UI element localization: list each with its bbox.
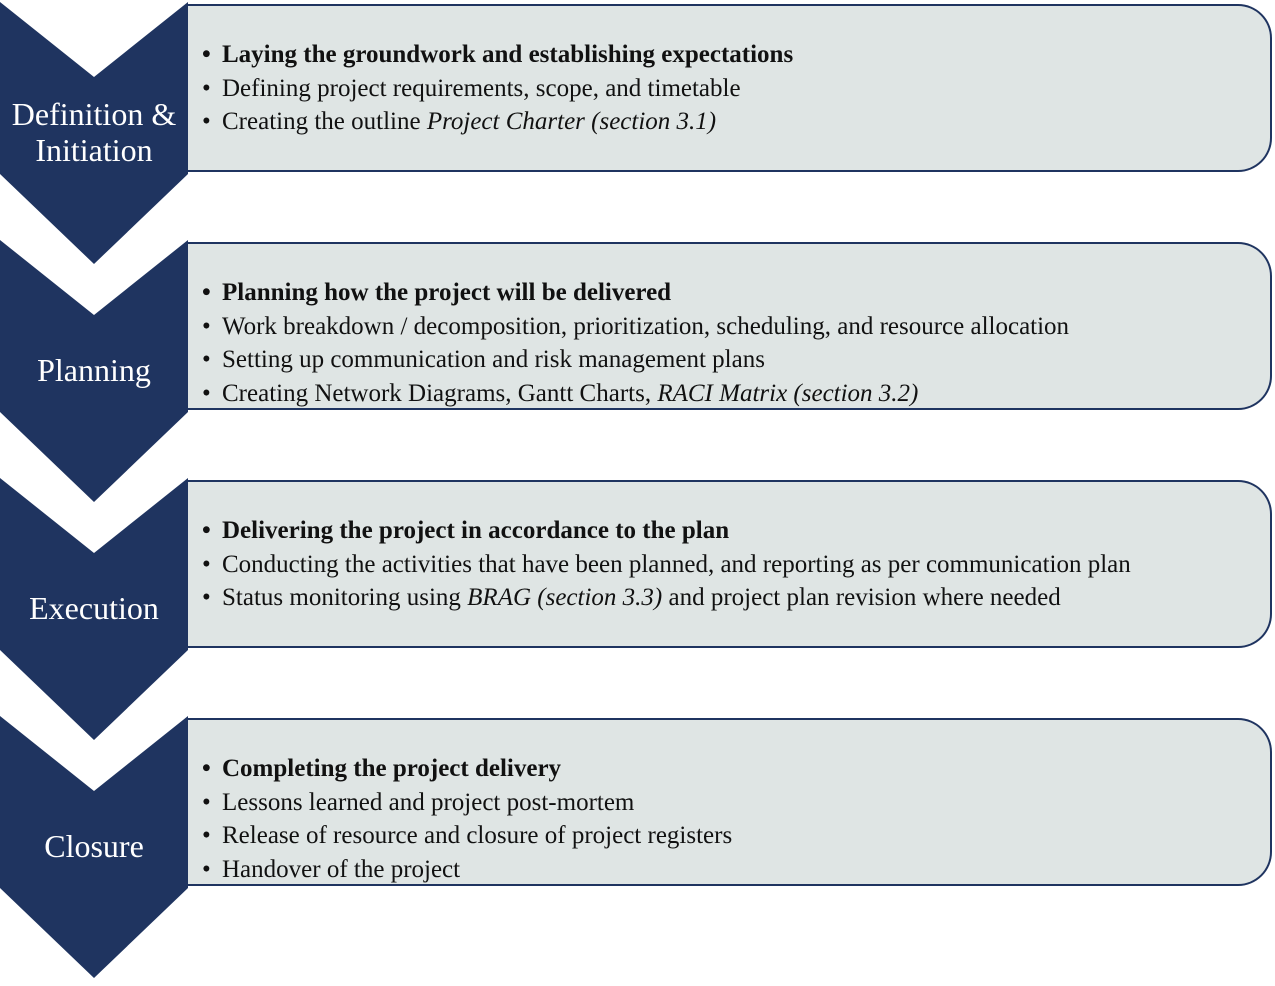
bullet-icon: •: [202, 550, 211, 578]
bullet-icon: •: [202, 346, 211, 373]
section-reference: Project Charter (section 3.1): [426, 108, 717, 135]
bullet-text: Lessons learned and project post-mortem: [222, 788, 635, 816]
bullet-item: [202, 514, 1131, 548]
phase-2: [0, 240, 1275, 510]
bullet-icon: •: [202, 584, 211, 611]
bullet-item: [202, 581, 1131, 615]
bullet-item: [202, 377, 1069, 411]
bullet-text: Creating the outline: [222, 108, 427, 135]
bullet-item: [202, 548, 1131, 582]
section-reference: RACI Matrix (section 3.2): [657, 379, 919, 407]
section-reference: BRAG (section 3.3): [467, 584, 663, 611]
bullet-item: [202, 276, 1069, 310]
bullet-item: [202, 819, 732, 853]
bullet-list: [202, 276, 1069, 410]
phase-label: Definition & Initiation: [11, 96, 177, 168]
bullet-text: Handover of the project: [222, 855, 461, 883]
bullet-icon: •: [202, 788, 211, 816]
bullet-text: Status monitoring using: [222, 584, 468, 611]
bullet-text: Setting up communication and risk management plans: [222, 346, 765, 373]
bullet-icon: •: [202, 74, 211, 102]
bullet-text: Creating Network Diagrams, Gantt Charts,: [222, 379, 658, 407]
bullet-text: Completing the project delivery: [222, 755, 562, 782]
bullet-text: Defining project requirements, scope, and timetable: [222, 74, 741, 102]
phase-label: Planning: [37, 352, 151, 388]
phase-label: Closure: [44, 828, 144, 864]
phase-content-box: [188, 480, 1272, 648]
bullet-item: [202, 853, 732, 887]
bullet-item: [202, 752, 732, 786]
bullet-text: Conducting the activities that have been planned, and reporting as per communication plan: [222, 550, 1131, 578]
phase-label: Execution: [29, 590, 159, 626]
phase-4: [0, 716, 1275, 986]
phase-content-box: [188, 4, 1272, 172]
bullet-item: [202, 343, 1069, 377]
phase-content-box: [188, 718, 1272, 886]
bullet-icon: •: [202, 41, 211, 68]
bullet-list: [202, 38, 793, 139]
bullet-icon: •: [202, 855, 211, 883]
bullet-item: [202, 72, 793, 106]
bullet-icon: •: [202, 279, 211, 306]
bullet-icon: •: [202, 822, 211, 849]
bullet-item: [202, 786, 732, 820]
bullet-list: [202, 514, 1131, 615]
phase-3: [0, 478, 1275, 748]
bullet-list: [202, 752, 732, 886]
bullet-text: Planning how the project will be delivered: [222, 279, 672, 306]
bullet-item: [202, 38, 793, 72]
bullet-text: Release of resource and closure of project registers: [222, 822, 733, 849]
bullet-text: Delivering the project in accordance to the plan: [222, 517, 730, 544]
bullet-icon: •: [202, 379, 211, 407]
bullet-item: [202, 105, 793, 139]
bullet-icon: •: [202, 312, 211, 340]
bullet-icon: •: [202, 755, 211, 782]
bullet-text: Laying the groundwork and establishing expectations: [222, 41, 794, 68]
bullet-icon: •: [202, 108, 211, 135]
bullet-item: [202, 310, 1069, 344]
phase-content-box: [188, 242, 1272, 410]
phase-1: [0, 2, 1275, 272]
bullet-text: Work breakdown / decomposition, prioritization, scheduling, and resource allocation: [222, 312, 1070, 340]
bullet-text-continued: and project plan revision where needed: [662, 584, 1061, 611]
bullet-icon: •: [202, 517, 211, 544]
